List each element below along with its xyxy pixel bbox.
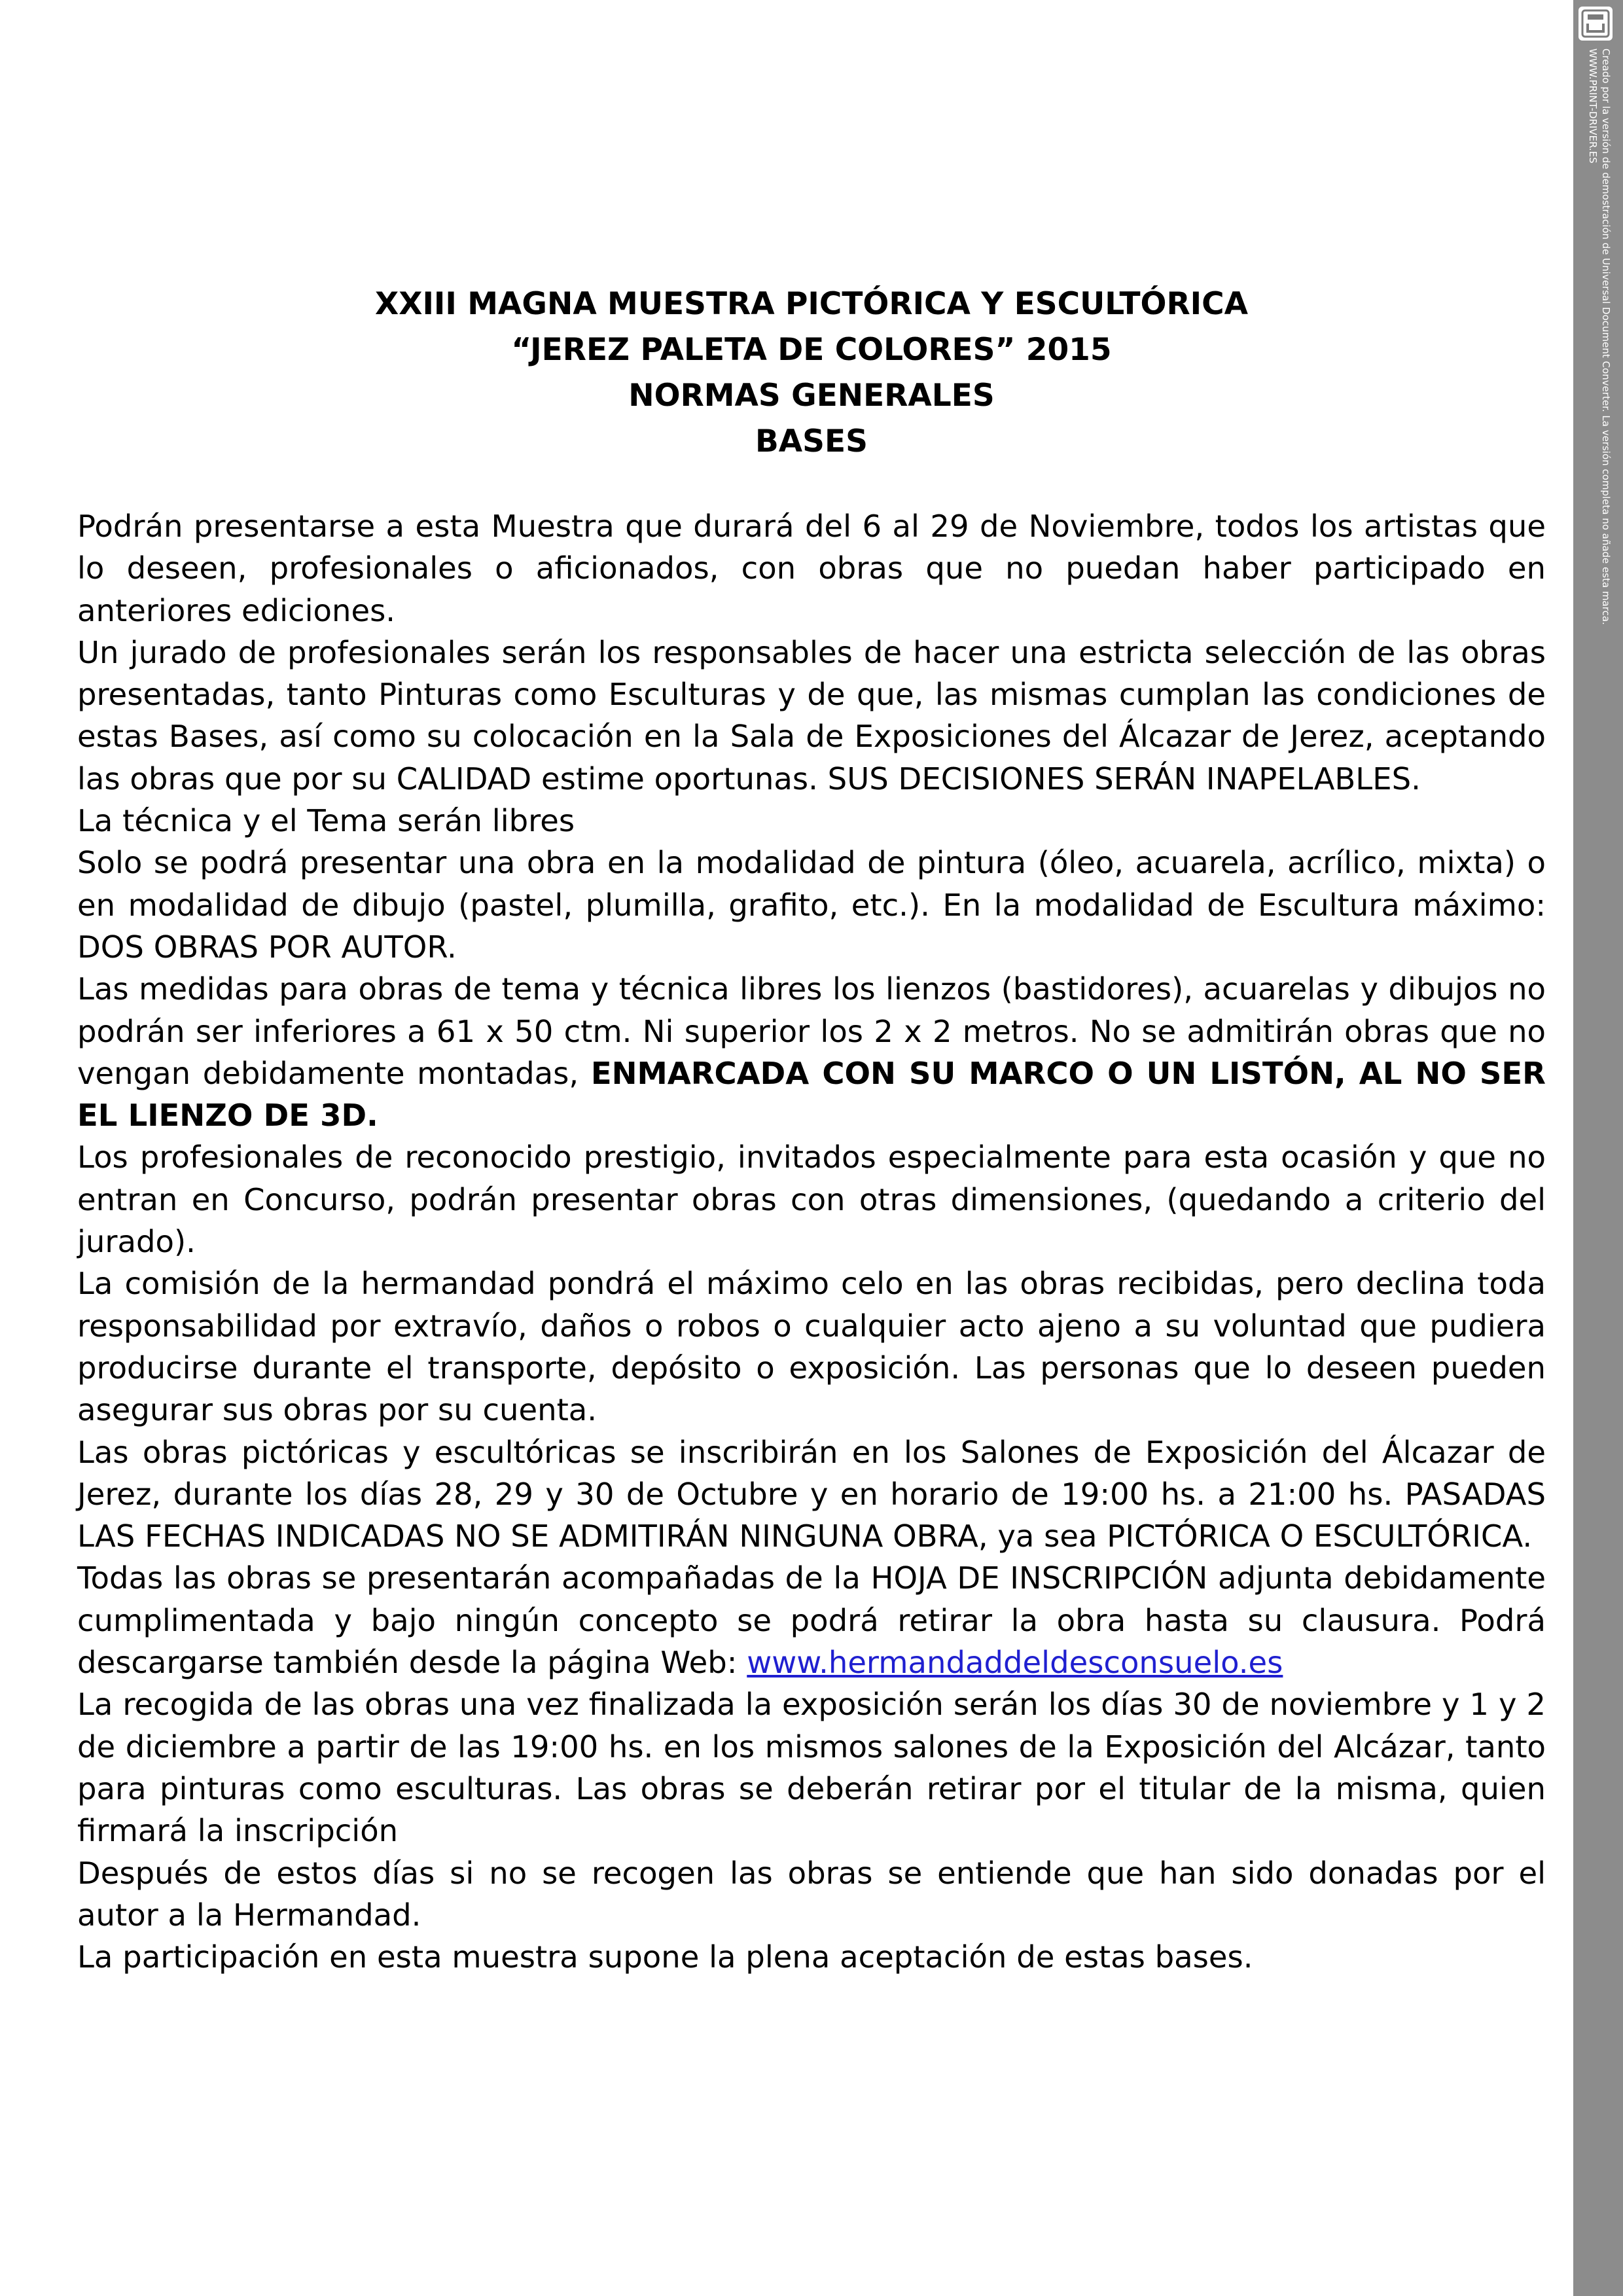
- watermark-band: [1573, 0, 1623, 2296]
- paragraph-invited-professionals: Los profesionales de reconocido prestigio, invitados especialmente para esta ocasión y que no entran en Concurso, podrán presentar obras con otras dimensiones, (quedando a criterio del jurado).: [77, 1139, 1546, 1260]
- document-title: [77, 281, 1546, 465]
- paragraph-entry-form: [77, 1557, 1546, 1683]
- udc-logo-icon: [1578, 7, 1613, 41]
- paragraph-dimensions: [77, 968, 1546, 1136]
- watermark-text: [1586, 48, 1613, 703]
- paragraph-registration: Las obras pictóricas y escultóricas se inscribirán en los Salones de Exposición del Álcazar de Jerez, durante los días 28, 29 y 30 de Octubre y en horario de 19:00 hs. a 21:00 hs. PASADAS LAS FECHAS INDICADAS NO SE ADMITIRÁN NINGUNA OBRA, ya sea PICTÓRICA O ESCULTÓRICA.: [77, 1434, 1546, 1554]
- dimensions-text: Las medidas para obras de tema y técnica libres los lienzos (bastidores), acuarelas y dibujos no podrán ser inferiores a 61 x 50 ctm. Ni superior los 2 x 2 metros. No se admitirán obras que no vengan debidamente montadas,: [77, 971, 1546, 1091]
- watermark-line-2: WWW.PRINT-DRIVER.ES: [1587, 48, 1599, 164]
- dimensions-bold-text: ENMARCADA CON SU MARCO O UN LISTÓN, AL NO SER EL LIENZO DE 3D.: [77, 1055, 1546, 1134]
- paragraph-donation: Después de estos días si no se recogen las obras se entiende que han sido donadas por el autor a la Hermandad.: [77, 1855, 1546, 1933]
- paragraph-liability: La comisión de la hermandad pondrá el máximo celo en las obras recibidas, pero declina toda responsabilidad por extravío, daños o robos o cualquier acto ajeno a su voluntad que pudiera producirse durante el transporte, depósito o exposición. Las personas que lo deseen pueden asegurar sus obras por su cuenta.: [77, 1266, 1546, 1428]
- title-line-1: XXIII MAGNA MUESTRA PICTÓRICA Y ESCULTÓRICA: [374, 286, 1249, 322]
- entry-form-text: Todas las obras se presentarán acompañadas de la HOJA DE INSCRIPCIÓN adjunta debidamente cumplimentada y bajo ningún concepto se podrá retirar la obra hasta su clausura. Podrá descargarse también desde la página Web:: [77, 1560, 1546, 1681]
- watermark-line-1: Creado por la versión de demostración de Universal Document Converter. La versión completa no añade esta marca.: [1600, 48, 1612, 625]
- document-body: [77, 505, 1546, 1978]
- paragraph-jury: Un jurado de profesionales serán los responsables de hacer una estricta selección de las obras presentadas, tanto Pinturas como Esculturas y de que, las mismas cumplan las condiciones de estas Bases, así como su colocación en la Sala de Exposiciones del Álcazar de Jerez, aceptando las obras que por su CALIDAD estime oportunas. SUS DECISIONES SERÁN INAPELABLES.: [77, 634, 1546, 797]
- website-link[interactable]: www.hermandaddeldesconsuelo.es: [747, 1645, 1283, 1681]
- paragraph-collection: La recogida de las obras una vez finalizada la exposición serán los días 30 de noviembre y 1 y 2 de diciembre a partir de las 19:00 hs. en los mismos salones de la Exposición del Alcázar, tanto para pinturas como esculturas. Las obras se deberán retirar por el titular de la misma, quien firmará la inscripción: [77, 1687, 1546, 1849]
- title-line-3: NORMAS GENERALES: [628, 378, 995, 414]
- paragraph-acceptance: La participación en esta muestra supone la plena aceptación de estas bases.: [77, 1939, 1253, 1975]
- paragraph-technique: La técnica y el Tema serán libres: [77, 803, 575, 839]
- title-line-2: “JEREZ PALETA DE COLORES” 2015: [511, 332, 1112, 368]
- paragraph-eligibility: Podrán presentarse a esta Muestra que durará del 6 al 29 de Noviembre, todos los artistas que lo deseen, profesionales o aficionados, con obras que no puedan haber participado en anteriores ediciones.: [77, 509, 1546, 628]
- title-line-4: BASES: [755, 423, 868, 459]
- paragraph-modalities: Solo se podrá presentar una obra en la modalidad de pintura (óleo, acuarela, acrílico, mixta) o en modalidad de dibujo (pastel, plumilla, grafito, etc.). En la modalidad de Escultura máximo: DOS OBRAS POR AUTOR.: [77, 845, 1546, 965]
